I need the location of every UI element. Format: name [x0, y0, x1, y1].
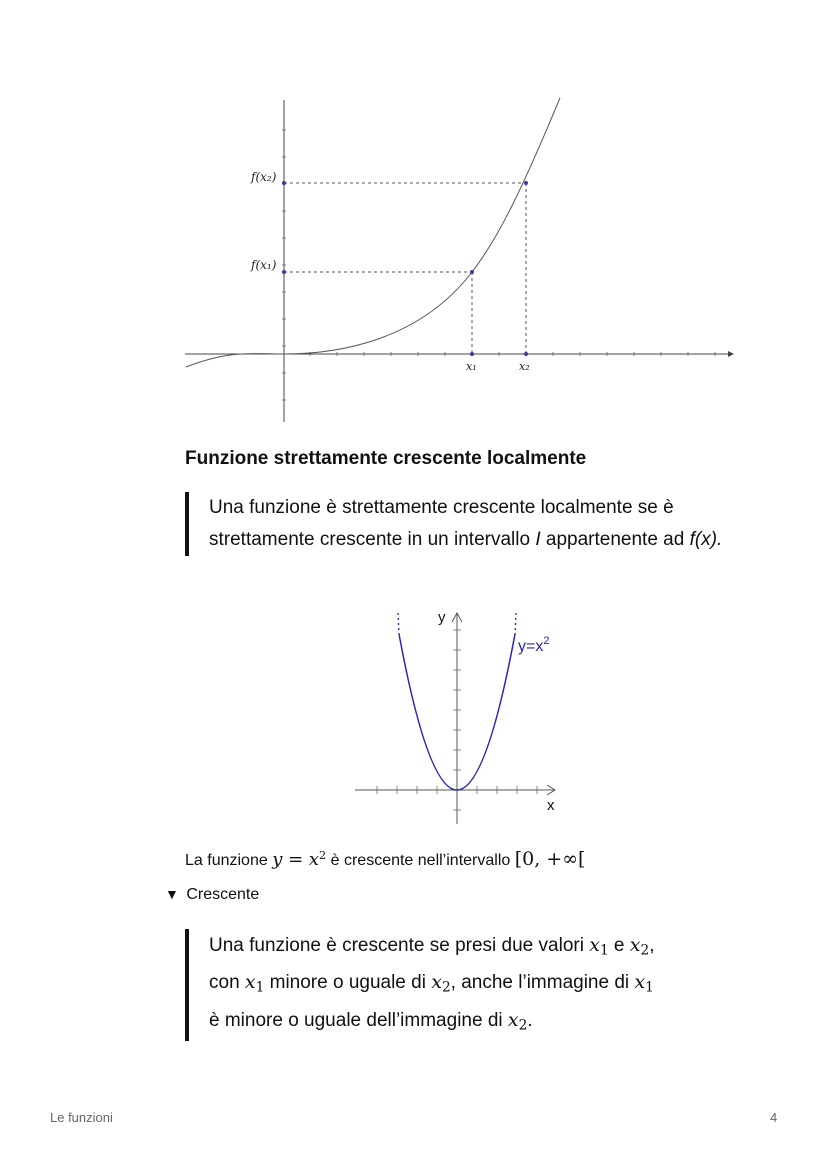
math-x1: $x_1$ — [589, 934, 609, 959]
quote-fx: f(x). — [689, 529, 723, 550]
caption-math-y: y — [272, 849, 283, 870]
quote-interval-I: I — [535, 529, 541, 550]
section-title: Funzione strettamente crescente localmente — [185, 448, 587, 469]
footer-page-number: 4 — [770, 1110, 778, 1125]
quote2-line-2: con $x_1$ minore o uguale di $x_2$, anche l’immagine di $x_1$ — [209, 971, 654, 996]
function-curve — [186, 98, 560, 367]
parabola-y-label: y — [438, 609, 446, 626]
parabola-x-label: x — [547, 797, 555, 814]
caption-prefix: La funzione — [185, 852, 273, 869]
parabola-figure — [340, 600, 580, 830]
math-x2: $x_2$ — [507, 1008, 528, 1034]
quote-text-2: appartenente ad — [540, 529, 690, 550]
caption-math-x: x — [308, 849, 320, 870]
footer-doc-title: Le funzioni — [50, 1110, 113, 1125]
definition-quote-local — [185, 492, 749, 556]
toggle-label: Crescente — [186, 886, 260, 903]
axis-ticks — [282, 130, 715, 400]
point-x1-axis — [470, 352, 474, 356]
point-fx2-axis — [282, 181, 286, 185]
caption-middle: è crescente nell’intervallo — [326, 852, 515, 869]
caption-math-eq: = — [282, 849, 309, 870]
parabola-right-dotted — [515, 613, 516, 634]
caption-interval: [0, +∞[ — [514, 848, 586, 870]
increasing-function-figure — [0, 0, 828, 440]
toggle-crescente[interactable] — [165, 886, 259, 904]
caption-math-exp: 2 — [319, 848, 327, 862]
label-fx1: f(x₁) — [251, 258, 277, 272]
definition-quote-crescente — [185, 929, 749, 1041]
label-x1: x₁ — [466, 360, 477, 373]
quote2-line-1: Una funzione è crescente se presi due valori $x_1$ e $x_2$, — [209, 934, 655, 959]
parabola-left-dotted — [398, 613, 399, 634]
point-x2-axis — [524, 352, 528, 356]
math-x2: $x_2$ — [629, 934, 650, 959]
label-x2: x₂ — [519, 360, 530, 373]
math-x1: $x_1$ — [244, 971, 265, 996]
point-fx1-axis — [282, 270, 286, 274]
quote2-line-3: è minore o uguale dell’immagine di $x_2$. — [209, 1008, 533, 1034]
point-x1-curve — [470, 270, 474, 274]
math-x1: $x_1$ — [634, 971, 654, 996]
parabola-curve-label: $y=x^2$ — [518, 635, 550, 655]
parabola-caption — [185, 848, 585, 870]
label-fx2: f(x₂) — [251, 170, 277, 184]
point-x2-curve — [524, 181, 528, 185]
toggle-arrow-icon: ▼ — [165, 886, 179, 902]
x-axis-arrow — [728, 351, 734, 357]
quote-text-1: Una funzione è strettamente crescente localmente se è strettamente crescente in un intervallo — [209, 497, 674, 550]
math-x2: $x_2$ — [431, 971, 451, 996]
